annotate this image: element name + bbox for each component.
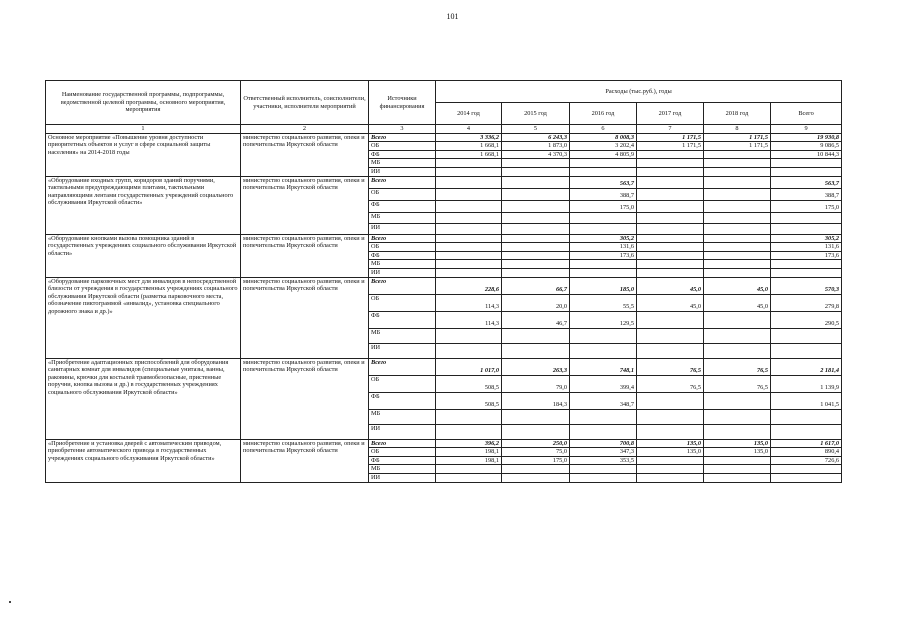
year-value: 1 171,5	[704, 142, 771, 151]
year-value: 250,0	[502, 439, 570, 448]
funding-source: ИИ	[369, 424, 436, 439]
column-index: 4	[436, 125, 502, 134]
year-value	[502, 234, 570, 243]
column-index: 8	[704, 125, 771, 134]
year-value	[570, 260, 637, 269]
year-value: 3 202,4	[570, 142, 637, 151]
year-value: 305,2	[570, 234, 637, 243]
funding-source: ИИ	[369, 223, 436, 234]
year-value: 45,0	[704, 277, 771, 294]
total-value: 388,7	[771, 188, 842, 200]
header-year: 2018 год	[704, 103, 771, 125]
year-value	[436, 212, 502, 223]
year-value: 347,3	[570, 448, 637, 457]
total-value: 726,6	[771, 456, 842, 465]
year-value: 508,5	[436, 392, 502, 409]
column-index: 5	[502, 125, 570, 134]
year-value	[704, 251, 771, 260]
total-value: 10 844,3	[771, 150, 842, 159]
year-value: 1 017,0	[436, 358, 502, 375]
header-year: 2015 год	[502, 103, 570, 125]
year-value	[436, 409, 502, 424]
year-value	[637, 465, 704, 474]
year-value	[502, 251, 570, 260]
executor: министерство социального развития, опеки и попечительства Иркутской области	[241, 176, 369, 234]
year-value	[637, 268, 704, 277]
year-value: 75,0	[502, 448, 570, 457]
year-value: 76,5	[637, 358, 704, 375]
page-number: 101	[446, 12, 459, 21]
funding-source: ИИ	[369, 167, 436, 176]
year-value	[704, 176, 771, 188]
funding-source: ИИ	[369, 473, 436, 482]
program-name: Основное мероприятие «Повышение уровня доступности приоритетных объектов и услуг в сфере социальной защиты населения» на 2014-2018 годы	[46, 133, 241, 176]
column-index: 6	[570, 125, 637, 134]
year-value: 563,7	[570, 176, 637, 188]
year-value	[637, 159, 704, 168]
year-value: 76,5	[704, 358, 771, 375]
year-value	[502, 223, 570, 234]
column-index: 3	[369, 125, 436, 134]
funding-source: ФБ	[369, 251, 436, 260]
year-value: 1 171,5	[637, 142, 704, 151]
funding-source: Всего	[369, 277, 436, 294]
year-value: 388,7	[570, 188, 637, 200]
total-value	[771, 465, 842, 474]
program-name: «Оборудование парковочных мест для инвалидов в непосредственной близости от учреждения в государственных учреждениях социального обслуживания Иркутской области (разметка парковочного места, обозначение пиктограммой «инвалид», установка специального дорожного знака и др.)»	[46, 277, 241, 358]
header-year: 2014 год	[436, 103, 502, 125]
year-value	[704, 409, 771, 424]
funding-source: ОБ	[369, 243, 436, 252]
executor: министерство социального развития, опеки и попечительства Иркутской области	[241, 358, 369, 439]
year-value	[502, 424, 570, 439]
year-value: 175,0	[570, 200, 637, 212]
header-year: Всего	[771, 103, 842, 125]
year-value	[502, 176, 570, 188]
year-value: 79,0	[502, 375, 570, 392]
year-value	[637, 424, 704, 439]
year-value: 131,6	[570, 243, 637, 252]
total-value: 9 086,5	[771, 142, 842, 151]
year-value: 135,0	[637, 448, 704, 457]
program-name: «Приобретение адаптационных приспособлений для оборудования санитарных комнат для инвалидов (специальные унитазы, ванны, раковины, крючки для костылей травмобезопасные, пристенные поручни, кнопка вызова и др.) в государственных учреждениях социального обслуживания Иркутской области»	[46, 358, 241, 439]
year-value: 1 171,5	[637, 133, 704, 142]
year-value	[502, 200, 570, 212]
year-value	[637, 176, 704, 188]
total-value: 279,8	[771, 294, 842, 311]
year-value	[704, 456, 771, 465]
year-value: 135,0	[704, 439, 771, 448]
year-value: 748,1	[570, 358, 637, 375]
funding-source: ОБ	[369, 294, 436, 311]
year-value	[502, 167, 570, 176]
year-value	[704, 200, 771, 212]
program-name: «Приобретение и установка дверей с автоматическим приводом, приобретение автоматического привода в государственных учреждениях социального обслуживания Иркутской области»	[46, 439, 241, 482]
total-value: 131,6	[771, 243, 842, 252]
year-value: 135,0	[704, 448, 771, 457]
funding-source: Всего	[369, 439, 436, 448]
total-value	[771, 473, 842, 482]
year-value: 700,8	[570, 439, 637, 448]
year-value	[436, 465, 502, 474]
year-value	[704, 212, 771, 223]
year-value: 4 805,9	[570, 150, 637, 159]
year-value	[436, 243, 502, 252]
funding-source: МБ	[369, 328, 436, 343]
year-value: 66,7	[502, 277, 570, 294]
year-value	[436, 159, 502, 168]
year-value	[637, 311, 704, 328]
total-value	[771, 260, 842, 269]
year-value	[436, 328, 502, 343]
funding-source: Всего	[369, 176, 436, 188]
total-value: 1 139,9	[771, 375, 842, 392]
table-row	[46, 176, 842, 188]
year-value: 399,4	[570, 375, 637, 392]
funding-source: ОБ	[369, 375, 436, 392]
year-value: 396,2	[436, 439, 502, 448]
year-value	[436, 188, 502, 200]
year-value	[570, 212, 637, 223]
expenses-table	[45, 80, 842, 483]
year-value	[502, 188, 570, 200]
year-value	[704, 465, 771, 474]
year-value	[570, 223, 637, 234]
executor: министерство социального развития, опеки и попечительства Иркутской области	[241, 439, 369, 482]
year-value	[637, 200, 704, 212]
funding-source: ОБ	[369, 188, 436, 200]
year-value	[704, 234, 771, 243]
year-value	[637, 223, 704, 234]
year-value: 1 873,0	[502, 142, 570, 151]
year-value: 228,6	[436, 277, 502, 294]
year-value: 184,3	[502, 392, 570, 409]
year-value	[570, 167, 637, 176]
year-value	[704, 223, 771, 234]
year-value	[704, 268, 771, 277]
year-value	[502, 159, 570, 168]
year-value: 198,1	[436, 448, 502, 457]
year-value	[637, 251, 704, 260]
year-value: 353,5	[570, 456, 637, 465]
year-value	[637, 473, 704, 482]
year-value: 508,5	[436, 375, 502, 392]
year-value	[637, 260, 704, 269]
column-index: 9	[771, 125, 842, 134]
table-row	[46, 439, 842, 448]
year-value	[637, 456, 704, 465]
total-value: 570,3	[771, 277, 842, 294]
year-value: 263,3	[502, 358, 570, 375]
year-value	[436, 223, 502, 234]
year-value	[436, 176, 502, 188]
year-value	[637, 150, 704, 159]
year-value: 198,1	[436, 456, 502, 465]
year-value: 46,7	[502, 311, 570, 328]
table-row	[46, 277, 842, 294]
header-funding-source: Источники финансирования	[369, 81, 436, 125]
funding-source: ФБ	[369, 200, 436, 212]
total-value: 175,0	[771, 200, 842, 212]
table-row	[46, 234, 842, 243]
total-value	[771, 424, 842, 439]
total-value: 563,7	[771, 176, 842, 188]
header-expenses: Расходы (тыс.руб.), годы	[436, 81, 842, 103]
funding-source: Всего	[369, 133, 436, 142]
year-value	[637, 392, 704, 409]
table-row	[46, 133, 842, 142]
header-program-name: Наименование государственной программы, подпрограммы, ведомственной целевой программы, основного мероприятия, мероприятия	[46, 81, 241, 125]
funding-source: ОБ	[369, 142, 436, 151]
year-value: 55,5	[570, 294, 637, 311]
year-value	[637, 343, 704, 358]
year-value: 114,3	[436, 311, 502, 328]
year-value: 114,3	[436, 294, 502, 311]
year-value: 175,0	[502, 456, 570, 465]
total-value	[771, 212, 842, 223]
executor: министерство социального развития, опеки и попечительства Иркутской области	[241, 234, 369, 277]
year-value: 135,0	[637, 439, 704, 448]
year-value	[570, 328, 637, 343]
executor: министерство социального развития, опеки и попечительства Иркутской области	[241, 277, 369, 358]
year-value: 1 668,1	[436, 142, 502, 151]
scan-mark	[9, 601, 11, 603]
column-index: 7	[637, 125, 704, 134]
total-value: 290,5	[771, 311, 842, 328]
year-value	[637, 167, 704, 176]
year-value	[436, 268, 502, 277]
year-value	[436, 200, 502, 212]
year-value: 185,0	[570, 277, 637, 294]
year-value: 76,5	[704, 375, 771, 392]
year-value: 45,0	[637, 294, 704, 311]
year-value	[436, 424, 502, 439]
year-value	[502, 260, 570, 269]
total-value: 1 041,5	[771, 392, 842, 409]
year-value	[704, 328, 771, 343]
year-value: 129,5	[570, 311, 637, 328]
total-value	[771, 343, 842, 358]
year-value	[502, 328, 570, 343]
total-value: 2 181,4	[771, 358, 842, 375]
year-value	[502, 409, 570, 424]
year-value: 6 243,3	[502, 133, 570, 142]
year-value: 348,7	[570, 392, 637, 409]
total-value: 1 617,0	[771, 439, 842, 448]
year-value	[704, 260, 771, 269]
year-value	[436, 343, 502, 358]
funding-source: Всего	[369, 234, 436, 243]
funding-source: МБ	[369, 409, 436, 424]
total-value	[771, 223, 842, 234]
total-value	[771, 328, 842, 343]
year-value: 76,5	[637, 375, 704, 392]
year-value	[637, 328, 704, 343]
funding-source: МБ	[369, 212, 436, 223]
total-value	[771, 159, 842, 168]
column-index: 2	[241, 125, 369, 134]
year-value	[570, 268, 637, 277]
year-value: 173,6	[570, 251, 637, 260]
funding-source: ФБ	[369, 311, 436, 328]
year-value: 4 370,3	[502, 150, 570, 159]
funding-source: МБ	[369, 465, 436, 474]
year-value	[637, 234, 704, 243]
year-value	[570, 465, 637, 474]
year-value	[637, 212, 704, 223]
year-value	[502, 465, 570, 474]
column-index: 1	[46, 125, 241, 134]
funding-source: ФБ	[369, 150, 436, 159]
year-value: 1 171,5	[704, 133, 771, 142]
year-value	[436, 167, 502, 176]
funding-source: ФБ	[369, 392, 436, 409]
year-value	[704, 167, 771, 176]
total-value: 19 930,8	[771, 133, 842, 142]
year-value	[637, 243, 704, 252]
total-value	[771, 167, 842, 176]
year-value	[704, 150, 771, 159]
year-value	[502, 268, 570, 277]
table-row	[46, 358, 842, 375]
year-value	[502, 243, 570, 252]
header-year: 2017 год	[637, 103, 704, 125]
year-value	[570, 409, 637, 424]
year-value: 45,0	[704, 294, 771, 311]
funding-source: Всего	[369, 358, 436, 375]
year-value	[704, 243, 771, 252]
year-value	[570, 424, 637, 439]
year-value	[436, 251, 502, 260]
funding-source: ФБ	[369, 456, 436, 465]
year-value	[704, 473, 771, 482]
year-value	[637, 409, 704, 424]
program-name: «Оборудование кнопками вызова помощника зданий в государственных учреждениях социального обслуживания Иркутской области»	[46, 234, 241, 277]
year-value: 1 668,1	[436, 150, 502, 159]
funding-source: ИИ	[369, 343, 436, 358]
year-value	[570, 343, 637, 358]
total-value	[771, 268, 842, 277]
total-value	[771, 409, 842, 424]
year-value	[704, 392, 771, 409]
executor: министерство социального развития, опеки и попечительства Иркутской области	[241, 133, 369, 176]
header-executor: Ответственный исполнитель, соисполнители, участники, исполнители мероприятий	[241, 81, 369, 125]
funding-source: МБ	[369, 159, 436, 168]
funding-source: МБ	[369, 260, 436, 269]
year-value	[570, 473, 637, 482]
year-value	[502, 212, 570, 223]
year-value	[704, 343, 771, 358]
year-value	[436, 234, 502, 243]
header-year: 2016 год	[570, 103, 637, 125]
year-value: 20,0	[502, 294, 570, 311]
total-value: 173,6	[771, 251, 842, 260]
year-value	[704, 159, 771, 168]
year-value	[436, 473, 502, 482]
total-value: 305,2	[771, 234, 842, 243]
year-value	[637, 188, 704, 200]
program-name: «Оборудование входных групп, коридоров зданий поручнями, тактильными предупреждающими плитами, тактильными направляющими лентами государственных учреждений социального обслуживания Иркутской области»	[46, 176, 241, 234]
funding-source: ИИ	[369, 268, 436, 277]
funding-source: ОБ	[369, 448, 436, 457]
year-value	[436, 260, 502, 269]
year-value	[704, 424, 771, 439]
total-value: 890,4	[771, 448, 842, 457]
year-value: 45,0	[637, 277, 704, 294]
year-value	[502, 473, 570, 482]
year-value	[570, 159, 637, 168]
year-value: 3 336,2	[436, 133, 502, 142]
year-value: 8 008,3	[570, 133, 637, 142]
year-value	[704, 311, 771, 328]
year-value	[502, 343, 570, 358]
year-value	[704, 188, 771, 200]
